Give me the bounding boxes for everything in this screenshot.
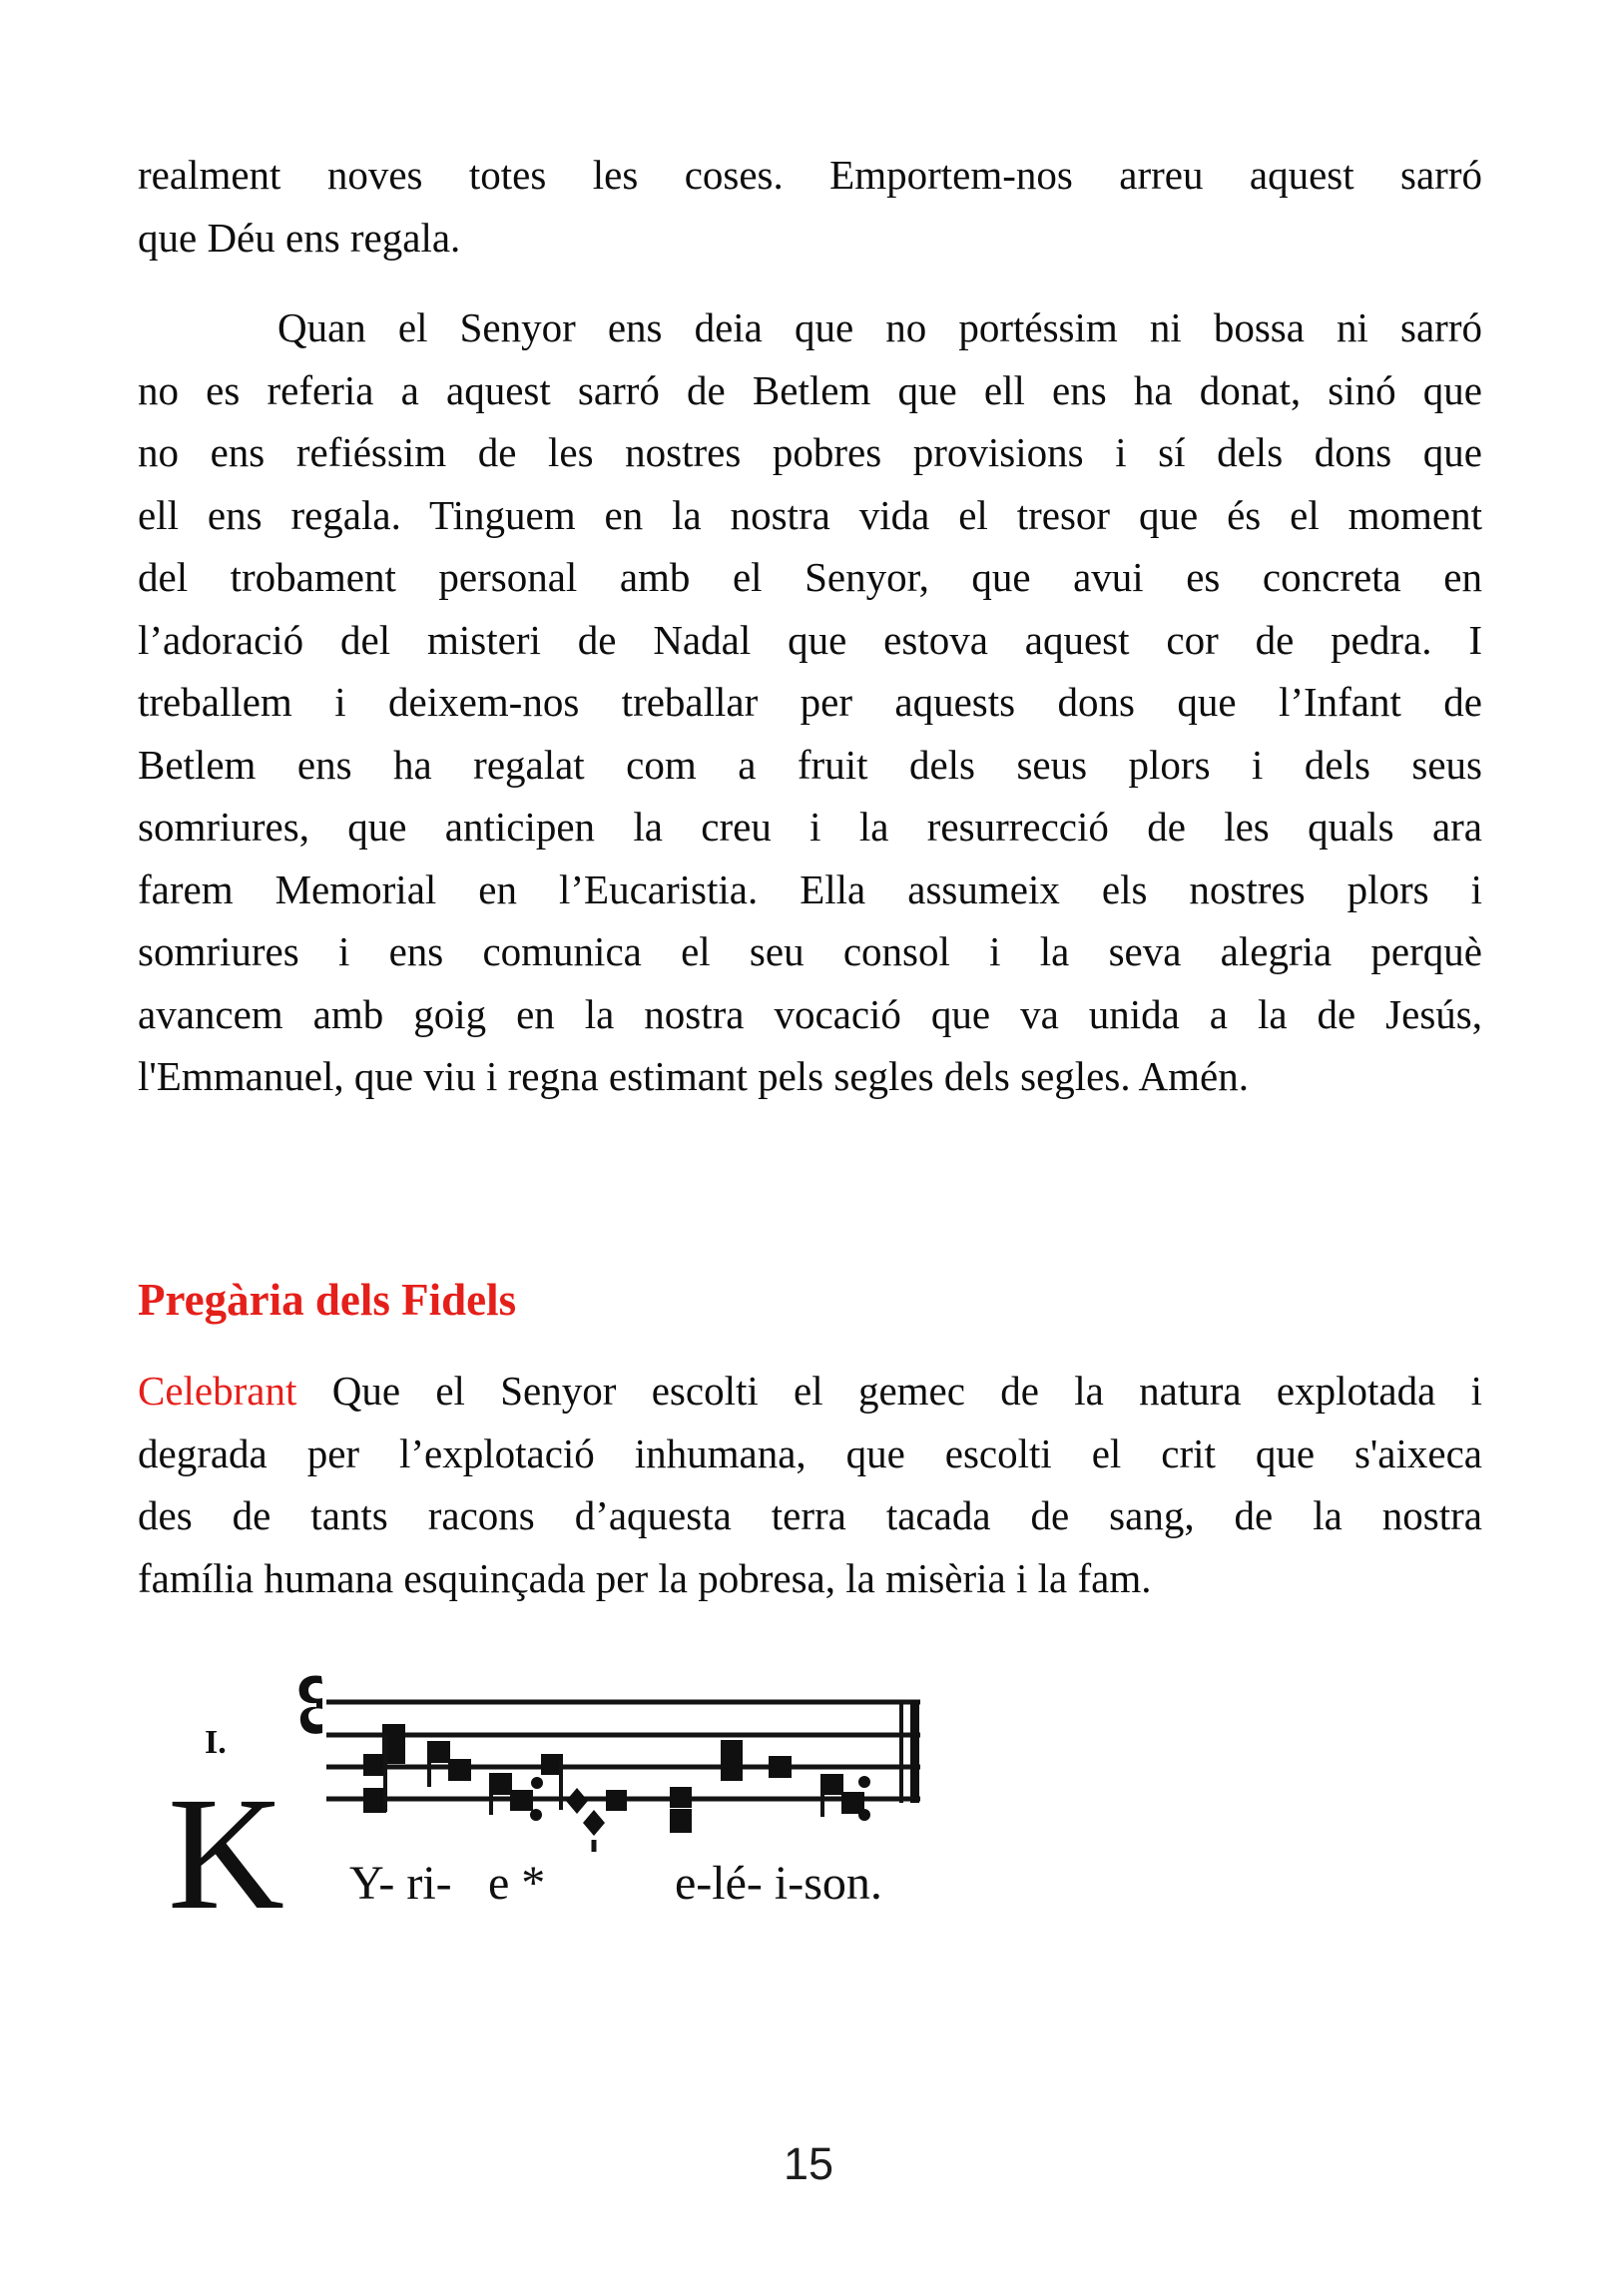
paragraph-2 xyxy=(138,296,1482,1108)
neume-pes xyxy=(670,1787,692,1833)
lyrics-eleison: e-lé- i-son. xyxy=(675,1857,882,1910)
text-line: l'Emmanuel, que viu i regna estimant pels segles dels segles. Amén. xyxy=(138,1053,1250,1099)
neume-clivis xyxy=(427,1741,471,1787)
text-line xyxy=(138,1360,1482,1423)
section-heading: Pregària dels Fidels xyxy=(138,1275,517,1325)
mode-numeral: I. xyxy=(205,1724,227,1761)
final-barline xyxy=(901,1700,919,1803)
paragraph-1 xyxy=(138,144,1482,269)
text-line: no es referia a aquest sarró de Betlem que ell ens ha donat, sinó que xyxy=(138,366,1482,413)
lyrics-kyrie-asterisk: e * xyxy=(488,1857,546,1910)
lyrics-kyrie: Y- ri- xyxy=(349,1857,452,1910)
text-line: farem Memorial en l’Eucaristia. Ella assumeix els nostres plors i xyxy=(138,865,1482,912)
neume-punctum xyxy=(769,1756,792,1778)
text-line: avancem amb goig en la nostra vocació que va unida a la de Jesús, xyxy=(138,990,1482,1037)
celebrant-line-text: Que el Senyor escolti el gemec de la natura explotada i xyxy=(331,1368,1483,1414)
celebrant-label: Celebrant xyxy=(138,1368,297,1414)
page-number: 15 xyxy=(783,2138,834,2189)
chant-notation xyxy=(0,1647,1048,1987)
text-line: somriures i ens comunica el seu consol i la seva alegria perquè xyxy=(138,928,1482,974)
do-clef-icon xyxy=(299,1675,322,1733)
text-line: ell ens regala. Tinguem en la nostra vida el tresor que és el moment xyxy=(138,491,1482,538)
text-line: no ens refiéssim de les nostres pobres provisions i sí dels dons que xyxy=(138,429,1482,475)
text-line: l’adoració del misteri de Nadal que estova aquest cor de pedra. I xyxy=(138,616,1482,663)
text-line: que Déu ens regala. xyxy=(138,214,461,261)
text-line: somriures, que anticipen la creu i la resurrecció de les quals ara xyxy=(138,804,1482,850)
text-line: des de tants racons d’aquesta terra tacada de sang, de la nostra xyxy=(138,1492,1482,1538)
text-line: degrada per l’explotació inhumana, que escolti el crit que s'aixeca xyxy=(138,1430,1482,1476)
neume-virga xyxy=(541,1754,563,1810)
text-line: realment noves totes les coses. Emportem-nos arreu aquest sarró xyxy=(138,152,1482,198)
text-line: família humana esquinçada per la pobresa, la misèria i la fam. xyxy=(138,1554,1152,1601)
text-line: Quan el Senyor ens deia que no portéssim ni bossa ni sarró xyxy=(277,304,1482,350)
text-line: Betlem ens ha regalat com a fruit dels seus plors i dels seus xyxy=(138,741,1482,788)
neume-podatus xyxy=(721,1740,743,1781)
neume-punctum xyxy=(606,1790,627,1811)
celebrant-continuation xyxy=(138,1423,1482,1610)
celebrant-paragraph xyxy=(138,1360,1482,1609)
drop-cap: K xyxy=(168,1765,284,1944)
text-line: del trobament personal amb el Senyor, que avui es concreta en xyxy=(138,554,1482,600)
text-line: treballem i deixem-nos treballar per aquests dons que l’Infant de xyxy=(138,679,1482,725)
